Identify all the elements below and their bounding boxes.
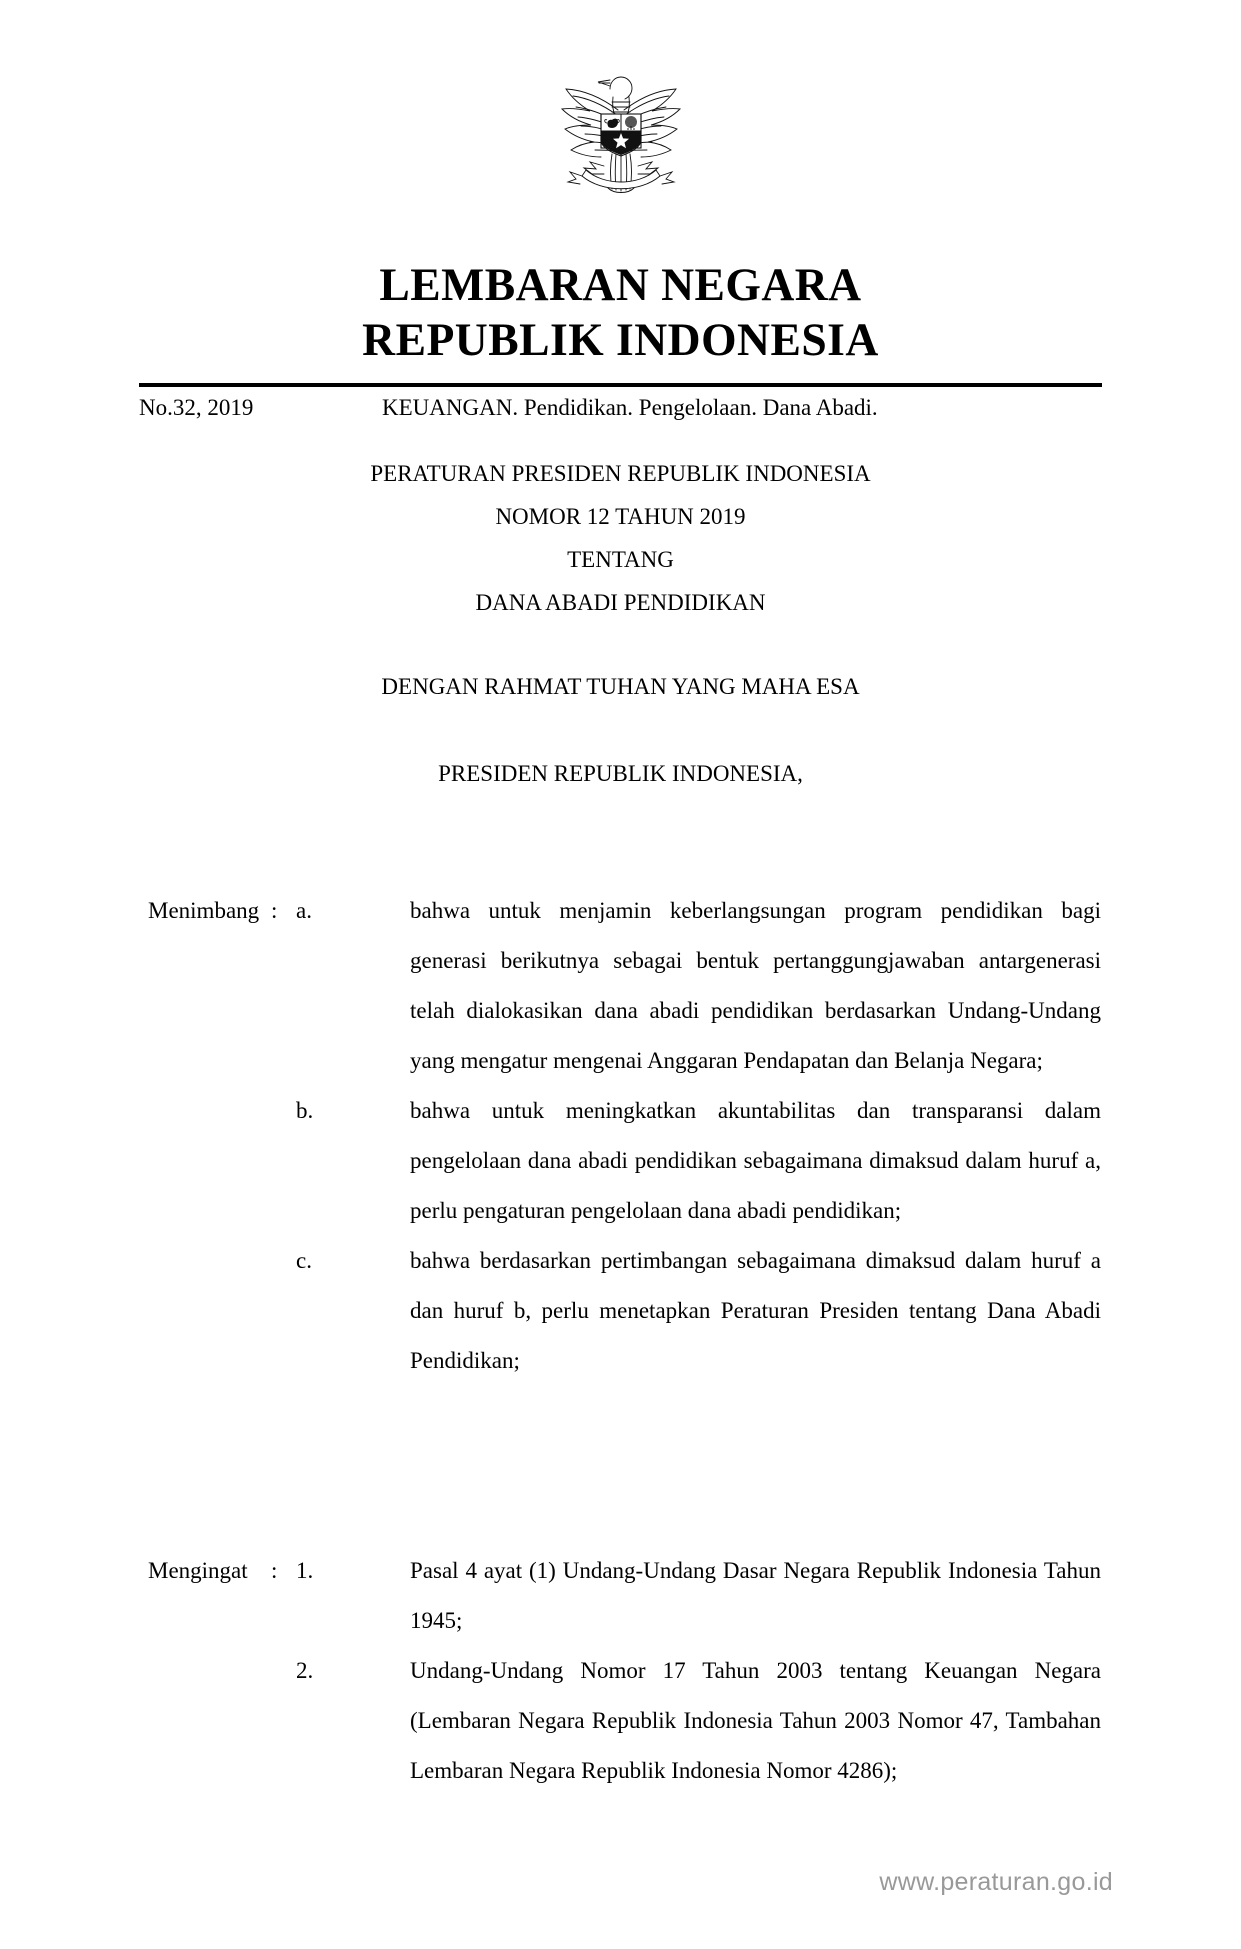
mengingat-section <box>0 1546 1241 1796</box>
mengingat-colon: : <box>271 1558 278 1583</box>
gazette-number: No.32, 2019 <box>139 395 254 420</box>
masthead <box>0 258 1241 368</box>
mengingat-label: Mengingat <box>148 1558 248 1583</box>
menimbang-item-c <box>0 1236 1241 1386</box>
menimbang-colon: : <box>271 898 278 923</box>
masthead-line-2: REPUBLIK INDONESIA <box>362 314 879 366</box>
menimbang-marker-a: a. <box>296 898 312 923</box>
menimbang-marker-b: b. <box>296 1098 314 1123</box>
menimbang-marker-c: c. <box>296 1248 312 1273</box>
menimbang-text-a: bahwa untuk menjamin keberlangsungan program pendidikan bagi generasi berikutnya sebagai bentuk pertanggungjawaban antargenerasi telah dialokasikan dana abadi pendidikan berdasarkan Undang-Undang yang mengatur mengenai Anggaran Pendapatan dan Belanja Negara; <box>410 898 1101 1073</box>
mengingat-marker-1: 1. <box>296 1558 314 1583</box>
header-divider-rule <box>139 383 1102 387</box>
menimbang-text-c: bahwa berdasarkan pertimbangan sebagaimana dimaksud dalam huruf a dan huruf b, perlu menetapkan Peraturan Presiden tentang Dana Abadi Pendidikan; <box>410 1248 1101 1373</box>
regulation-subject: DANA ABADI PENDIDIKAN <box>475 590 766 615</box>
invocation-line: DENGAN RAHMAT TUHAN YANG MAHA ESA <box>381 674 860 699</box>
regulation-title-block <box>0 452 1241 624</box>
mengingat-marker-2: 2. <box>296 1658 314 1683</box>
emblem-container <box>0 62 1241 197</box>
menimbang-item-a <box>0 886 1241 1086</box>
gazette-keywords: KEUANGAN. Pendidikan. Pengelolaan. Dana Abadi. <box>382 395 878 420</box>
regulation-number: NOMOR 12 TAHUN 2019 <box>495 504 746 529</box>
mengingat-text-1: Pasal 4 ayat (1) Undang-Undang Dasar Negara Republik Indonesia Tahun 1945; <box>410 1558 1101 1633</box>
garuda-pancasila-icon <box>546 62 696 197</box>
mengingat-item-2 <box>0 1646 1241 1796</box>
signatory-line: PRESIDEN REPUBLIK INDONESIA, <box>438 761 803 786</box>
masthead-line-1: LEMBARAN NEGARA <box>379 259 862 311</box>
menimbang-text-b: bahwa untuk meningkatkan akuntabilitas dan transparansi dalam pengelolaan dana abadi pendidikan sebagaimana dimaksud dalam huruf a, perlu pengaturan pengelolaan dana abadi pendidikan; <box>410 1098 1101 1223</box>
mengingat-item-1 <box>0 1546 1241 1646</box>
source-watermark: www.peraturan.go.id <box>879 1868 1113 1896</box>
mengingat-text-2: Undang-Undang Nomor 17 Tahun 2003 tentang Keuangan Negara (Lembaran Negara Republik Indonesia Tahun 2003 Nomor 47, Tambahan Lembaran Negara Republik Indonesia Nomor 4286); <box>410 1658 1101 1783</box>
menimbang-section <box>0 886 1241 1386</box>
menimbang-item-b <box>0 1086 1241 1236</box>
menimbang-label: Menimbang <box>148 898 260 923</box>
regulation-issuer: PERATURAN PRESIDEN REPUBLIK INDONESIA <box>370 461 871 486</box>
regulation-about-label: TENTANG <box>567 547 674 572</box>
pancasila-shield-icon <box>601 114 641 156</box>
